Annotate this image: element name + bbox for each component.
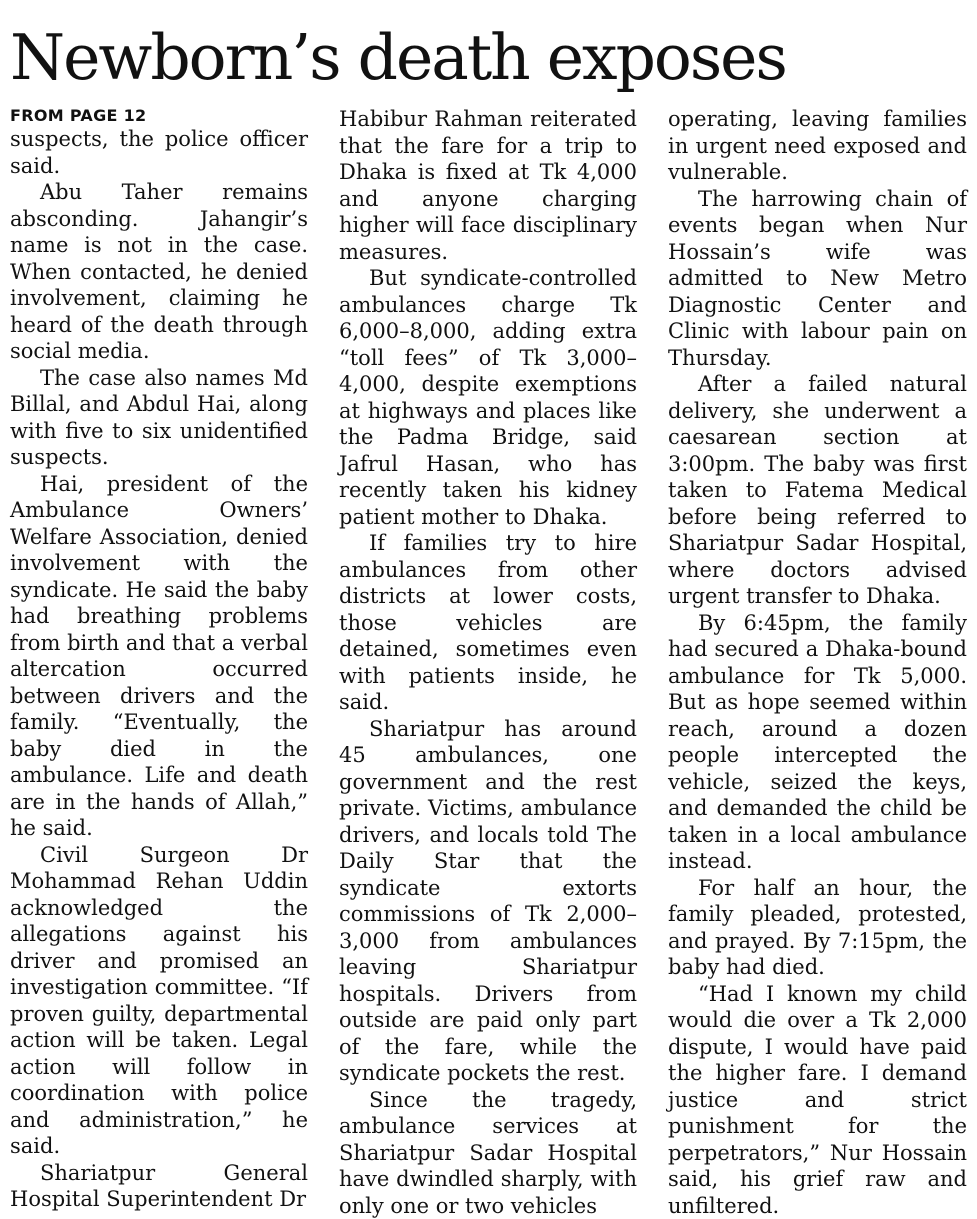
paragraph: For half an hour, the family pleaded, protested, and prayed. By 7:15pm, the baby had died. [668,875,967,981]
article-column-1 [10,106,308,1181]
paragraph: The case also names Md Billal, and Abdul Hai, along with five to six unidentified suspects. [10,365,308,471]
paragraph: If families try to hire ambulances from other districts at lower costs, those vehicles are detained, sometimes even with patients inside, he said. [339,530,637,716]
headline: Newborn’s death exposes [10,18,970,98]
paragraph: Abu Taher remains absconding. Jahangir’s name is not in the case. When contacted, he denied involvement, claiming he heard of the death through social media. [10,179,308,365]
paragraph: After a failed natural delivery, she underwent a caesarean section at 3:00pm. The baby was first taken to Fatema Medical before being referred to Shariatpur Sadar Hospital, where doctors advised urgent transfer to Dhaka. [668,371,967,610]
paragraph: suspects, the police officer said. [10,126,308,179]
paragraph: “Had I known my child would die over a Tk 2,000 dispute, I would have paid the higher fare. I demand justice and strict punishment for the perpetrators,” Nur Hossain said, his grief raw and unfiltered. [668,981,967,1219]
paragraph: The harrowing chain of events began when Nur Hossain’s wife was admitted to New Metro Diagnostic Center and Clinic with labour pain on Thursday. [668,186,967,372]
paragraph: Civil Surgeon Dr Mohammad Rehan Uddin acknowledged the allegations against his driver and promised an investigation committee. “If proven guilty, departmental action will be taken. Legal action will follow in coordination with police and administration,” he said. [10,842,308,1160]
paragraph: Hai, president of the Ambulance Owners’ Welfare Association, denied involvement with the syndicate. He said the baby had breathing problems from birth and that a verbal altercation occurred between drivers and the family. “Eventually, the baby died in the ambulance. Life and death are in the hands of Allah,” he said. [10,471,308,842]
article-column-2 [339,106,637,1181]
paragraph: By 6:45pm, the family had secured a Dhaka-bound ambulance for Tk 5,000. But as hope seemed within reach, around a dozen people intercepted the vehicle, seized the keys, and demanded the child be taken in a local ambulance instead. [668,610,967,875]
paragraph: Shariatpur has around 45 ambulances, one government and the rest private. Victims, ambulance drivers, and locals told The Daily Star that the syndicate extorts commissions of Tk 2,000–3,000 from ambulances leaving Shariatpur hospitals. Drivers from outside are paid only part of the fare, while the syndicate pockets the rest. [339,716,637,1087]
paragraph: Since the tragedy, ambulance services at Shariatpur Sadar Hospital have dwindled sharply, with only one or two vehicles [339,1087,637,1219]
paragraph: But syndicate-controlled ambulances charge Tk 6,000–8,000, adding extra “toll fees” of Tk 3,000–4,000, despite exemptions at highways and places like the Padma Bridge, said Jafrul Hasan, who has recently taken his kidney patient mother to Dhaka. [339,265,637,530]
paragraph: Habibur Rahman reiterated that the fare for a trip to Dhaka is fixed at Tk 4,000 and anyone charging higher will face disciplinary measures. [339,106,637,265]
paragraph: operating, leaving families in urgent need exposed and vulnerable. [668,106,967,186]
article-column-3 [668,106,967,1181]
paragraph: Shariatpur General Hospital Superintendent Dr [10,1160,308,1213]
jump-label: FROM PAGE 12 [10,106,308,126]
